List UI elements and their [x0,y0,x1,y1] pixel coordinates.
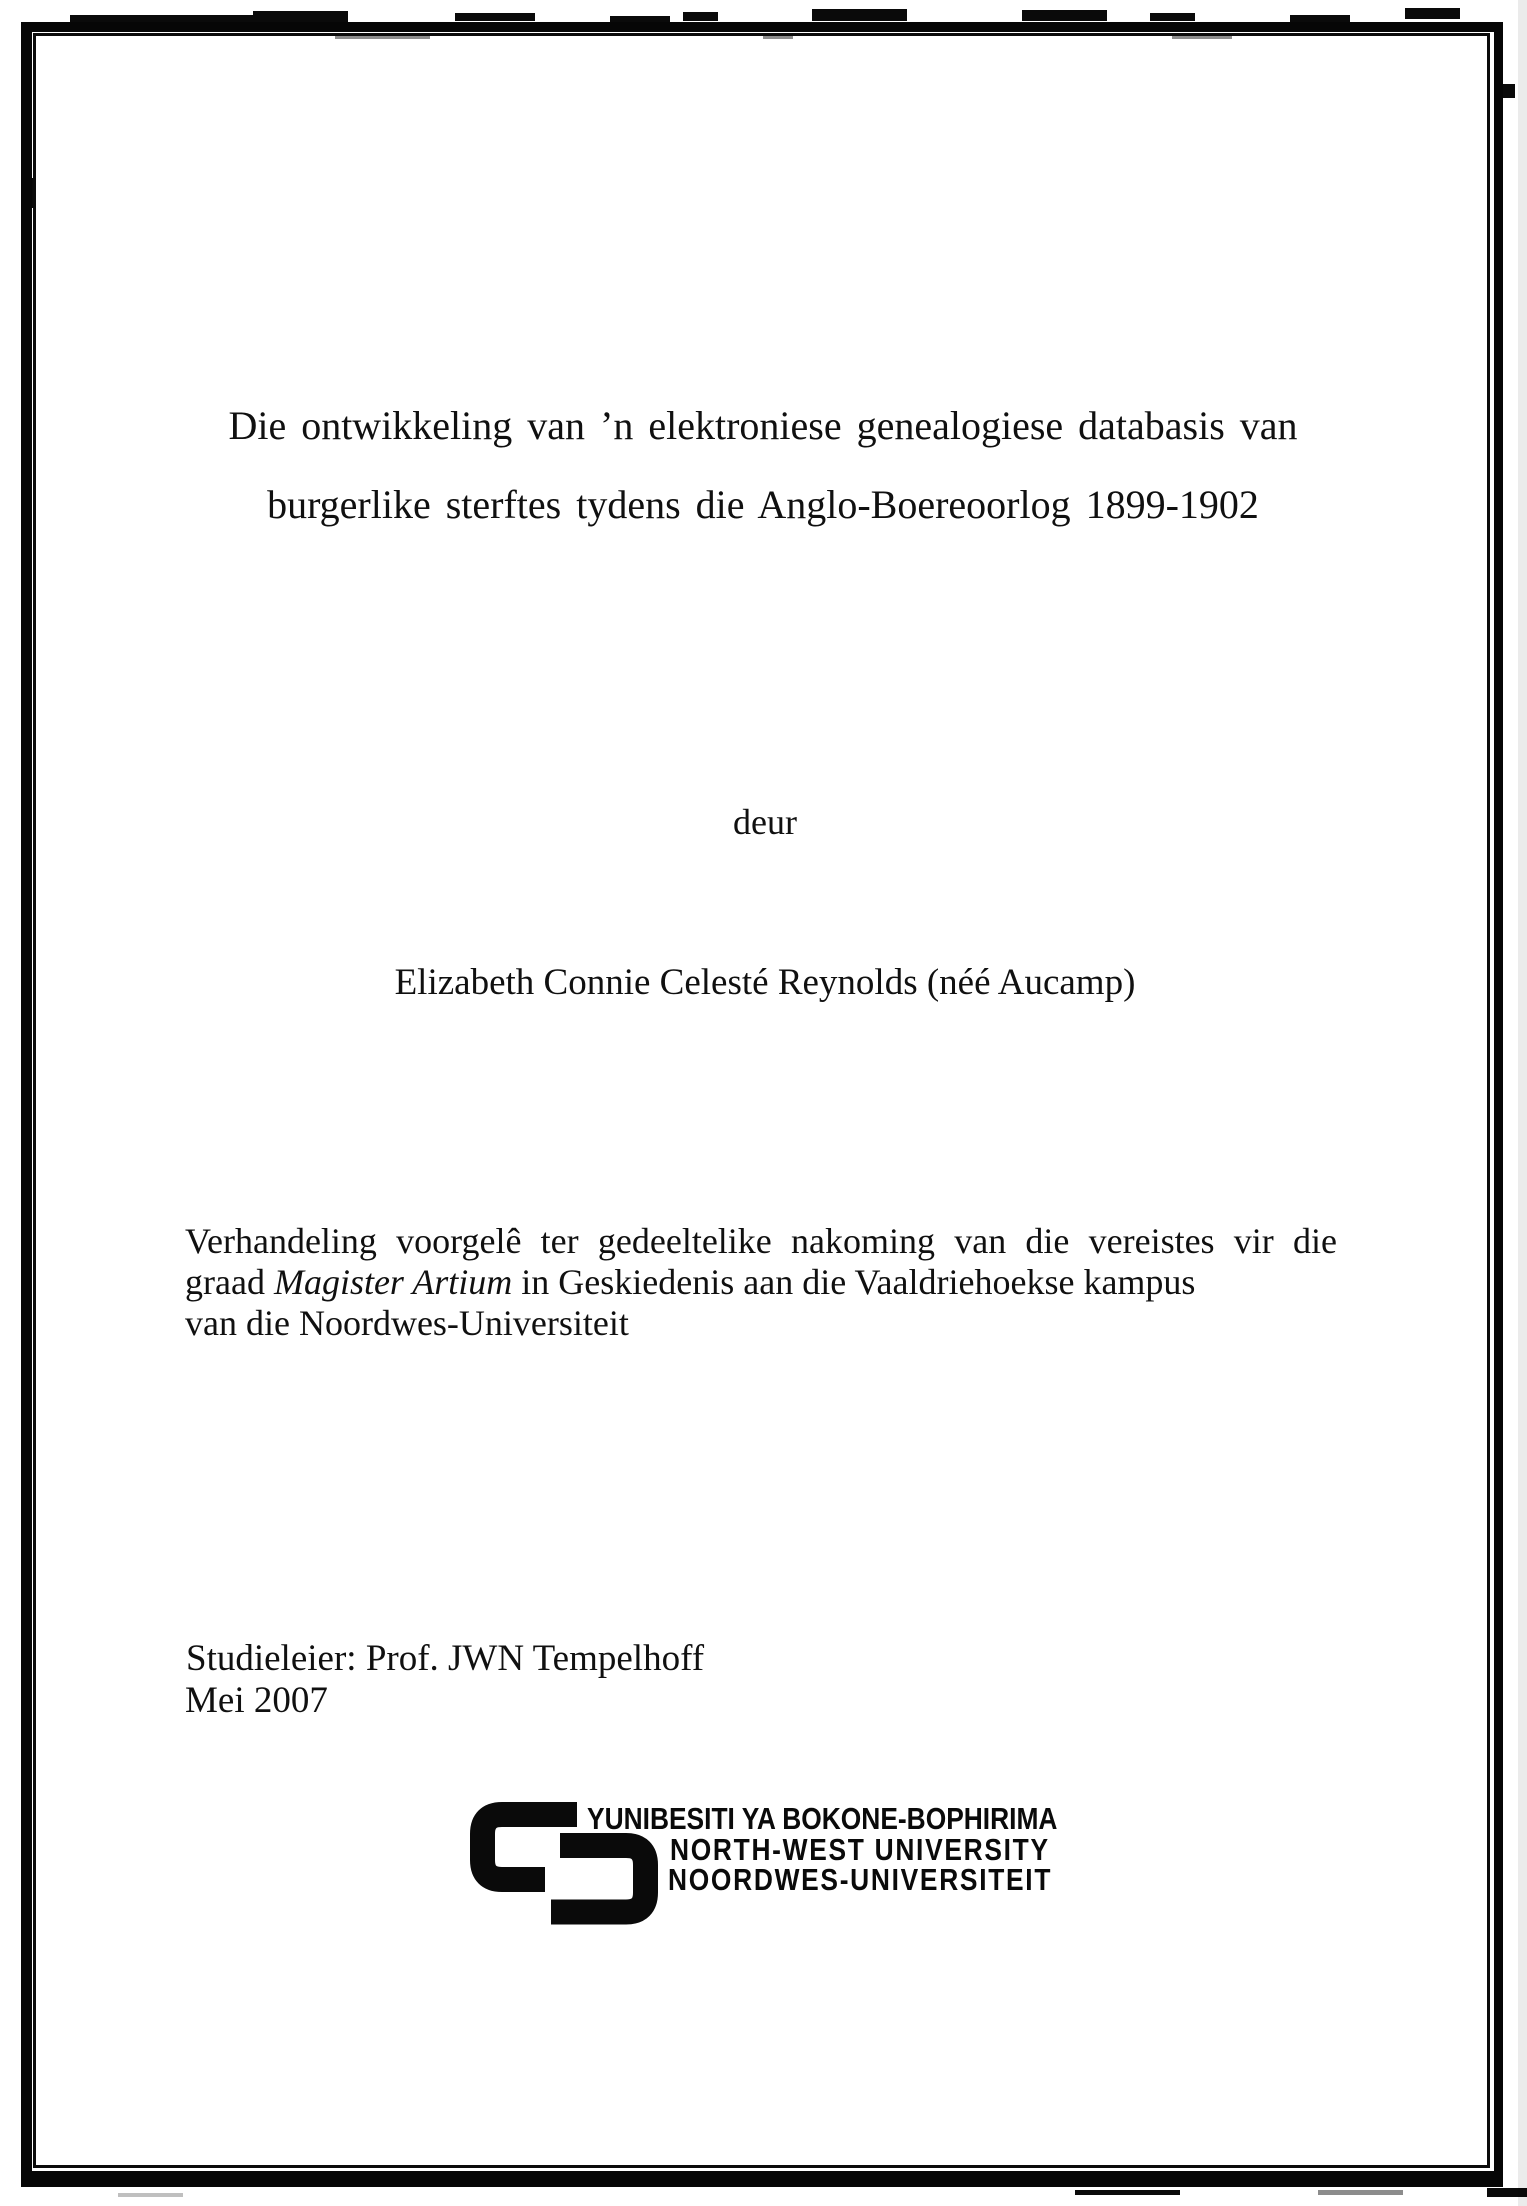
date-line: Mei 2007 [185,1680,328,1721]
thesis-title-line2: burgerlike sterftes tydens die Anglo-Boereoorlog 1899-1902 [267,482,1259,527]
supervisor-line: Studieleier: Prof. JWN Tempelhoff [186,1638,705,1679]
scan-artifact [812,9,907,21]
thesis-title [178,386,1348,544]
logo-text-line3: NOORDWES-UNIVERSITEIT [668,1862,1053,1897]
scan-edge-shadow [1518,0,1527,2206]
statement-line2 [185,1262,1337,1303]
scan-artifact [1022,10,1107,21]
scan-artifact [1150,13,1195,21]
author-name: Elizabeth Connie Celesté Reynolds (néé Aucamp) [394,962,1136,1003]
scan-artifact [1318,2190,1403,2195]
thesis-statement [185,1221,1337,1344]
scan-artifact [1503,84,1515,98]
scan-artifact [1290,15,1350,22]
scan-artifact [455,13,535,21]
scan-artifact [683,12,718,21]
thesis-title-line1: Die ontwikkeling van ’n elektroniese genealogiese databasis van [228,403,1298,448]
logo-text-line1: YUNIBESITI YA BOKONE-BOPHIRIMA [587,1801,1058,1836]
statement-line1: Verhandeling voorgelê ter gedeeltelike nakoming van die vereistes vir die [185,1221,1337,1261]
scan-artifact [1075,2190,1180,2195]
logo-text-line2: NORTH-WEST UNIVERSITY [670,1832,1050,1867]
scan-artifact [1405,8,1460,19]
byline-label: deur [733,802,797,842]
statement-line3: van die Noordwes-Universiteit [185,1303,629,1343]
scan-artifact [118,2193,183,2197]
logo-link-right [551,1846,646,1913]
statement-line2-pre: graad [185,1262,274,1302]
statement-line2-post: in Geskiedenis aan die Vaaldriehoekse kampus [512,1262,1196,1302]
statement-degree-name: Magister Artium [273,1262,513,1302]
